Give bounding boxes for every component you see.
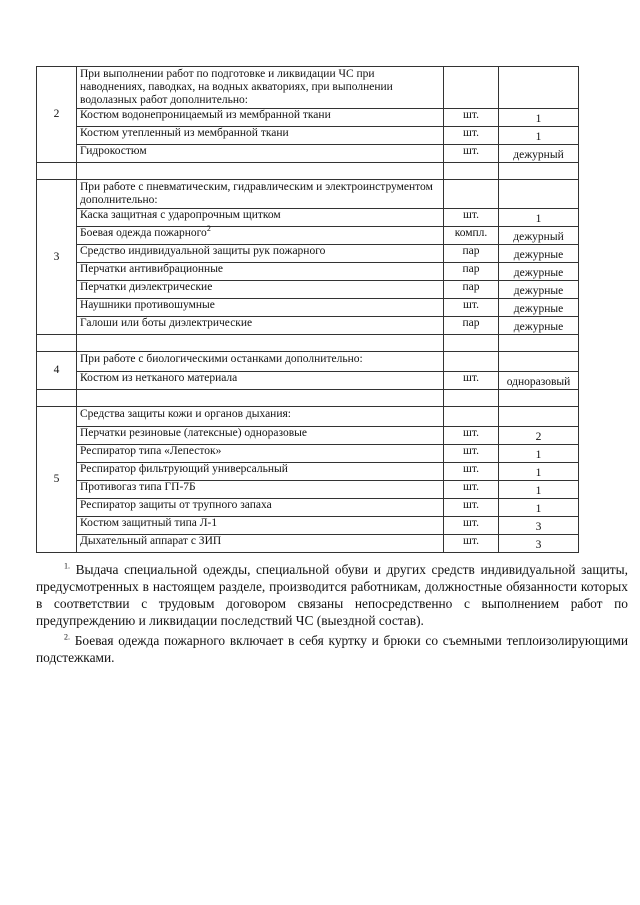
section-unit-cell [444, 352, 499, 372]
section-number: 3 [37, 180, 77, 335]
item-name-text: Костюм водонепроницаемый из мембранной ткани [80, 109, 331, 121]
item-quantity: 3 [499, 535, 579, 553]
table-row [37, 499, 579, 517]
item-name-text: Перчатки диэлектрические [80, 281, 213, 293]
empty-cell [444, 335, 499, 352]
section-unit-cell [444, 67, 499, 109]
section-number: 4 [37, 352, 77, 390]
footnote-1 [36, 561, 628, 629]
item-name [77, 463, 444, 481]
item-unit: шт. [444, 127, 499, 145]
section-unit-cell [444, 180, 499, 209]
item-name-text: Дыхательный аппарат с ЗИП [80, 535, 222, 547]
section-unit-cell [444, 407, 499, 427]
item-unit: шт. [444, 427, 499, 445]
table-row [37, 299, 579, 317]
item-unit: шт. [444, 109, 499, 127]
section-number: 2 [37, 67, 77, 163]
item-name [77, 317, 444, 335]
table-row [37, 445, 579, 463]
item-name [77, 299, 444, 317]
section-qty-cell [499, 180, 579, 209]
table-row [37, 263, 579, 281]
empty-cell [37, 390, 77, 407]
item-quantity: 1 [499, 481, 579, 499]
spacer-row [37, 163, 579, 180]
table-row [37, 481, 579, 499]
section-qty-cell [499, 67, 579, 109]
section-title: При работе с пневматическим, гидравлическим и электроинструментом дополнительно: [77, 180, 444, 209]
empty-cell [77, 163, 444, 180]
item-unit: пар [444, 317, 499, 335]
section-row [37, 352, 579, 372]
item-quantity: дежурный [499, 145, 579, 163]
item-name [77, 517, 444, 535]
item-quantity: 1 [499, 445, 579, 463]
equipment-table-body [37, 67, 579, 553]
item-name-text: Перчатки резиновые (латексные) одноразовые [80, 427, 307, 439]
item-unit: шт. [444, 209, 499, 227]
item-name [77, 281, 444, 299]
item-unit: шт. [444, 481, 499, 499]
empty-cell [444, 163, 499, 180]
item-name [77, 372, 444, 390]
item-unit: шт. [444, 463, 499, 481]
item-name [77, 445, 444, 463]
item-name-text: Респиратор фильтрующий универсальный [80, 463, 288, 475]
table-row [37, 281, 579, 299]
item-unit: шт. [444, 372, 499, 390]
footnote-2-mark: 2. [64, 632, 70, 642]
item-unit: компл. [444, 227, 499, 245]
table-row [37, 245, 579, 263]
table-row [37, 427, 579, 445]
item-quantity: дежурные [499, 245, 579, 263]
item-name-text: Средство индивидуальной защиты рук пожарного [80, 245, 326, 257]
item-name [77, 209, 444, 227]
item-quantity: 1 [499, 463, 579, 481]
empty-cell [499, 390, 579, 407]
item-name-text: Противогаз типа ГП-7Б [80, 481, 196, 493]
item-quantity: дежурные [499, 263, 579, 281]
footnote-2 [36, 632, 628, 666]
footnote-ref: 2 [206, 224, 211, 234]
item-name-text: Галоши или боты диэлектрические [80, 317, 253, 329]
item-quantity: дежурный [499, 227, 579, 245]
table-row [37, 209, 579, 227]
empty-cell [77, 335, 444, 352]
section-row [37, 180, 579, 209]
section-title: При выполнении работ по подготовке и ликвидации ЧС при наводнениях, паводках, на водных акваториях, при выполнении водолазных работ дополнительно: [77, 67, 444, 109]
item-unit: шт. [444, 145, 499, 163]
item-quantity: 1 [499, 127, 579, 145]
item-name-text: Перчатки антивибрационные [80, 263, 224, 275]
section-title: При работе с биологическими останками дополнительно: [77, 352, 444, 372]
section-qty-cell [499, 352, 579, 372]
footnote-1-mark: 1. [64, 561, 70, 571]
section-title: Средства защиты кожи и органов дыхания: [77, 407, 444, 427]
spacer-row [37, 335, 579, 352]
item-unit: шт. [444, 499, 499, 517]
table-row [37, 145, 579, 163]
item-name-text: Боевая одежда пожарного [80, 227, 207, 239]
table-row [37, 227, 579, 245]
empty-cell [499, 163, 579, 180]
item-name [77, 427, 444, 445]
item-unit: пар [444, 263, 499, 281]
item-quantity: 2 [499, 427, 579, 445]
empty-cell [37, 163, 77, 180]
item-name-text: Наушники противошумные [80, 299, 215, 311]
item-quantity: одноразовый [499, 372, 579, 390]
table-row [37, 127, 579, 145]
item-name-text: Каска защитная с ударопрочным щитком [80, 209, 281, 221]
item-unit: пар [444, 281, 499, 299]
item-name [77, 109, 444, 127]
item-name [77, 245, 444, 263]
table-row [37, 317, 579, 335]
item-unit: шт. [444, 299, 499, 317]
item-quantity: 1 [499, 499, 579, 517]
section-row [37, 407, 579, 427]
empty-cell [77, 390, 444, 407]
section-number: 5 [37, 407, 77, 553]
equipment-table [36, 66, 579, 553]
table-row [37, 535, 579, 553]
item-name [77, 499, 444, 517]
item-name [77, 224, 444, 245]
item-name-text: Костюм из нетканого материала [80, 372, 238, 384]
item-name [77, 127, 444, 145]
item-name [77, 535, 444, 553]
section-qty-cell [499, 407, 579, 427]
item-name-text: Гидрокостюм [80, 145, 147, 157]
item-unit: шт. [444, 535, 499, 553]
footnotes [36, 561, 628, 666]
table-row [37, 109, 579, 127]
item-name [77, 481, 444, 499]
item-name-text: Костюм утепленный из мембранной ткани [80, 127, 289, 139]
empty-cell [444, 390, 499, 407]
item-quantity: дежурные [499, 299, 579, 317]
spacer-row [37, 390, 579, 407]
item-quantity: 3 [499, 517, 579, 535]
item-unit: шт. [444, 445, 499, 463]
item-name-text: Респиратор защиты от трупного запаха [80, 499, 272, 511]
item-quantity: 1 [499, 109, 579, 127]
table-row [37, 463, 579, 481]
table-row [37, 517, 579, 535]
item-name [77, 145, 444, 163]
item-name-text: Костюм защитный типа Л-1 [80, 517, 218, 529]
item-quantity: дежурные [499, 281, 579, 299]
item-name-text: Респиратор типа «Лепесток» [80, 445, 222, 457]
item-quantity: 1 [499, 209, 579, 227]
section-row [37, 67, 579, 109]
item-name [77, 263, 444, 281]
empty-cell [499, 335, 579, 352]
footnote-2-text: Боевая одежда пожарного включает в себя куртку и брюки со съемными теплоизолирующими подстежками. [36, 633, 628, 665]
item-unit: шт. [444, 517, 499, 535]
item-unit: пар [444, 245, 499, 263]
empty-cell [37, 335, 77, 352]
item-quantity: дежурные [499, 317, 579, 335]
footnote-1-text: Выдача специальной одежды, специальной обуви и других средств индивидуальной защиты, предусмотренных в настоящем разделе, производится работникам, должностные обязанности которых в соответствии с трудовым договором связаны непосредственно с выполнением работ по предупреждению и ликвидации последствий ЧС (выездной состав). [36, 562, 628, 628]
table-row [37, 372, 579, 390]
